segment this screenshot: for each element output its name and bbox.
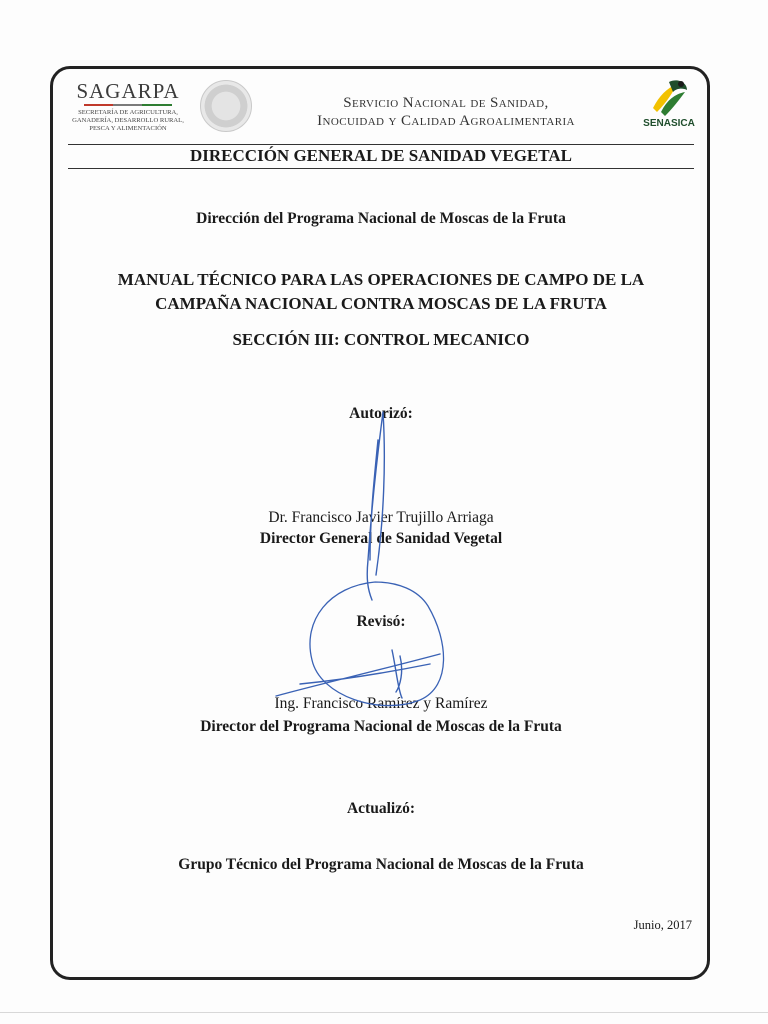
senasica-name: SENASICA bbox=[643, 118, 695, 129]
sagarpa-tricolor-line bbox=[84, 104, 172, 106]
document-date: Junio, 2017 bbox=[633, 918, 692, 932]
letterhead bbox=[72, 80, 694, 144]
service-name-line1: Servicio Nacional de Sanidad, bbox=[343, 95, 549, 111]
autorizo-position: Director General de Sanidad Vegetal bbox=[259, 530, 503, 547]
header-rule-bottom bbox=[68, 168, 694, 169]
header-rule-top bbox=[68, 144, 694, 145]
reviso-name: Ing. Francisco Ramírez y Ramírez bbox=[274, 695, 488, 712]
actualizo-name: Grupo Técnico del Programa Nacional de Moscas de la Fruta bbox=[178, 856, 584, 873]
section-heading: SECCIÓN III: CONTROL MECANICO bbox=[232, 330, 530, 349]
autorizo-label: Autorizó: bbox=[349, 405, 413, 422]
service-name bbox=[278, 94, 614, 130]
reviso-position: Director del Programa Nacional de Moscas de la Fruta bbox=[200, 718, 562, 735]
reviso-label: Revisó: bbox=[356, 613, 406, 630]
mexico-coat-of-arms-icon bbox=[200, 80, 252, 132]
sagarpa-logo bbox=[72, 80, 184, 133]
document-title-line1: MANUAL TÉCNICO PARA LAS OPERACIONES DE CAMPO DE LA bbox=[117, 270, 645, 289]
document-title-line2: CAMPAÑA NACIONAL CONTRA MOSCAS DE LA FRUTA bbox=[155, 294, 607, 313]
direccion-general-heading: DIRECCIÓN GENERAL DE SANIDAD VEGETAL bbox=[190, 146, 572, 165]
program-heading: Dirección del Programa Nacional de Moscas de la Fruta bbox=[196, 210, 566, 227]
sagarpa-name: SAGARPA bbox=[76, 79, 180, 103]
document-title bbox=[68, 268, 694, 316]
actualizo-label: Actualizó: bbox=[346, 800, 415, 817]
senasica-emblem-icon bbox=[647, 78, 691, 118]
scan-edge bbox=[0, 1012, 768, 1013]
sagarpa-subtitle: SECRETARÍA DE AGRICULTURA, GANADERÍA, DESARROLLO RURAL, PESCA Y ALIMENTACIÓN bbox=[72, 109, 184, 132]
autorizo-name: Dr. Francisco Javier Trujillo Arriaga bbox=[268, 509, 494, 526]
senasica-logo bbox=[638, 78, 700, 129]
service-name-line2: Inocuidad y Calidad Agroalimentaria bbox=[317, 113, 575, 129]
